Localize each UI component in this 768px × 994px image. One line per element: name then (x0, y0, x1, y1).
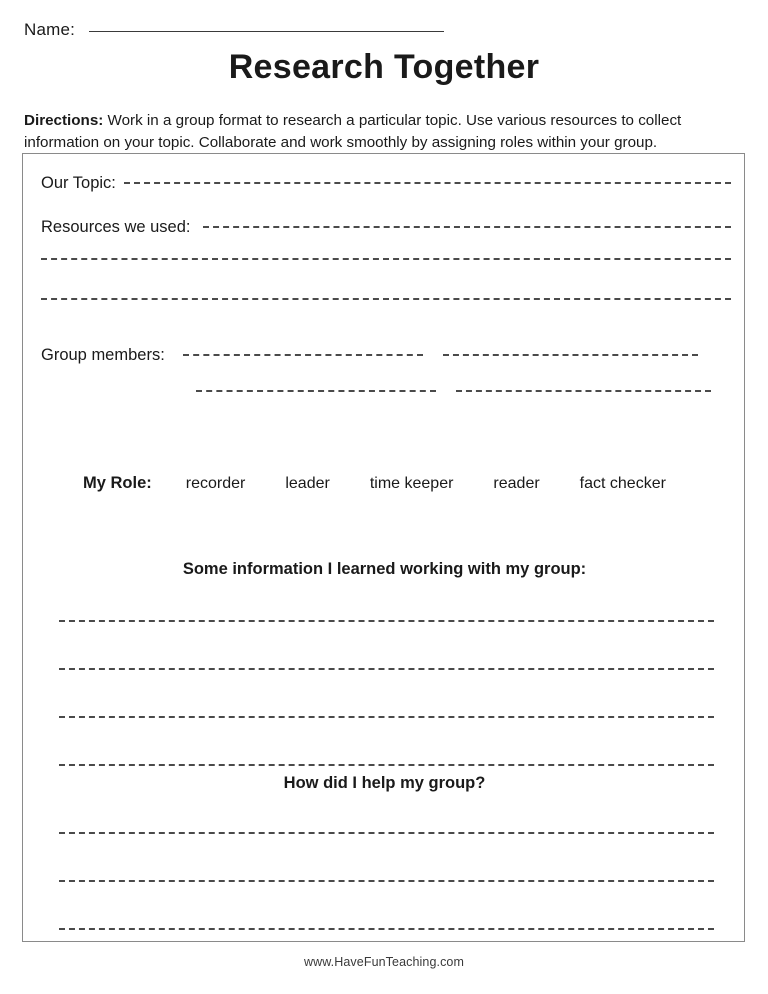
name-label: Name: (24, 20, 76, 39)
directions-label: Directions: (24, 112, 104, 129)
my-role-label: My Role: (83, 474, 152, 492)
name-write-line[interactable] (89, 31, 444, 32)
footer-website: www.HaveFunTeaching.com (303, 955, 464, 969)
my-role-row (83, 474, 723, 493)
resources-write-line-3[interactable] (41, 298, 731, 300)
question-2-write-line-2[interactable] (59, 880, 714, 882)
group-member-line-4[interactable] (456, 390, 711, 392)
resources-write-line-2[interactable] (41, 258, 731, 260)
question-2-heading: How did I help my group? (283, 774, 486, 792)
question-1-write-line-4[interactable] (59, 764, 714, 766)
resources-write-line-1[interactable] (203, 226, 732, 228)
question-1-write-line-1[interactable] (59, 620, 714, 622)
name-field-row (24, 20, 444, 40)
group-member-line-1[interactable] (183, 354, 423, 356)
group-member-line-2[interactable] (443, 354, 698, 356)
group-members-label: Group members: (41, 346, 165, 364)
question-2-write-line-3[interactable] (59, 928, 714, 930)
directions-paragraph (24, 110, 704, 153)
resources-row-3 (41, 302, 731, 304)
role-option-leader[interactable]: leader (285, 475, 330, 492)
worksheet-content-box (22, 153, 745, 942)
question-1-heading: Some information I learned working with my group: (182, 560, 587, 578)
role-option-time-keeper[interactable]: time keeper (369, 475, 454, 492)
page-title: Research Together (228, 48, 540, 86)
our-topic-row (41, 174, 731, 193)
question-1-write-line-2[interactable] (59, 668, 714, 670)
directions-text: Work in a group format to research a particular topic. Use various resources to collect information on your topic. Collaborate and work smoothly by assigning roles within your group. (24, 112, 682, 151)
question-2-write-line-1[interactable] (59, 832, 714, 834)
role-option-reader[interactable]: reader (493, 475, 540, 492)
resources-row (41, 218, 731, 237)
group-members-row-2 (41, 394, 731, 396)
role-option-fact-checker[interactable]: fact checker (579, 475, 666, 492)
our-topic-label: Our Topic: (41, 174, 116, 192)
role-option-recorder[interactable]: recorder (185, 475, 246, 492)
group-members-row-1 (41, 346, 731, 365)
resources-label: Resources we used: (41, 218, 191, 236)
our-topic-write-line[interactable] (124, 182, 731, 184)
group-member-line-3[interactable] (196, 390, 436, 392)
question-1-write-line-3[interactable] (59, 716, 714, 718)
resources-row-2 (41, 262, 731, 264)
